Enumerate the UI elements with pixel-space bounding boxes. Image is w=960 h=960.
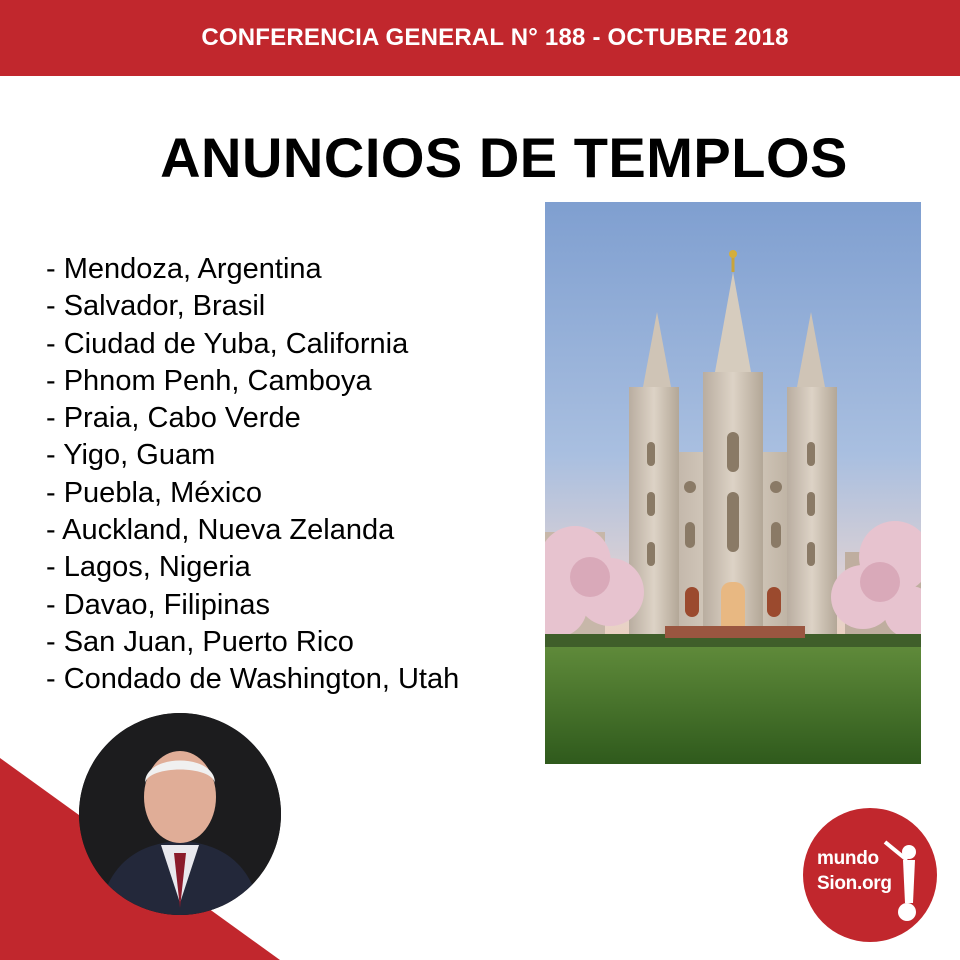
logo-line-2: Sion.org xyxy=(817,873,892,894)
list-item: - Mendoza, Argentina xyxy=(46,253,322,285)
list-item: - Condado de Washington, Utah xyxy=(46,663,460,696)
portrait-photo xyxy=(79,713,281,915)
list-item: - Praia, Cabo Verde xyxy=(46,402,301,435)
list-item: - Auckland, Nueva Zelanda xyxy=(46,514,395,547)
list-item: - Yigo, Guam xyxy=(46,439,216,472)
banner-text: CONFERENCIA GENERAL N° 188 - OCTUBRE 2018 xyxy=(201,24,789,51)
list-item: - Lagos, Nigeria xyxy=(46,551,251,584)
page-title: ANUNCIOS DE TEMPLOS xyxy=(160,126,848,189)
list-item: - Puebla, México xyxy=(46,476,262,509)
logo-line-1: mundo xyxy=(817,848,879,869)
list-item: - San Juan, Puerto Rico xyxy=(46,625,354,658)
list-item: - Davao, Filipinas xyxy=(46,588,271,621)
temple-photo xyxy=(545,202,921,764)
mundosion-logo[interactable] xyxy=(803,808,937,942)
list-item: - Phnom Penh, Camboya xyxy=(46,364,372,397)
list-item: - Salvador, Brasil xyxy=(46,290,266,323)
list-item: - Ciudad de Yuba, California xyxy=(46,327,409,360)
header-banner xyxy=(0,0,960,76)
temple-list xyxy=(46,251,459,699)
